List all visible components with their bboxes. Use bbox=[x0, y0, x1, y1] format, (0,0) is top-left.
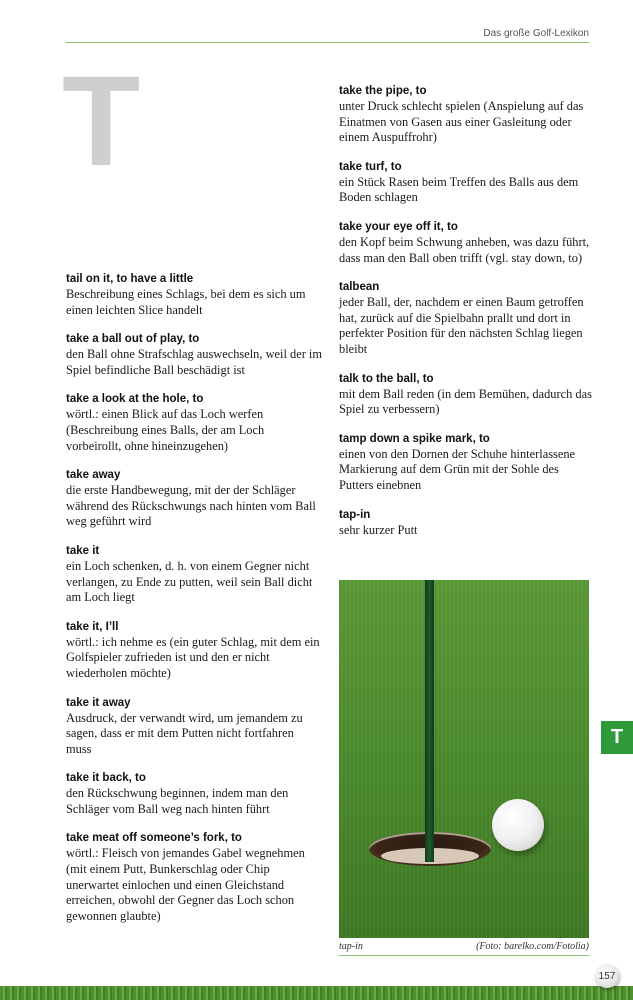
golf-hole-photo bbox=[339, 580, 589, 938]
section-letter: T bbox=[62, 50, 141, 193]
entry-term: take a ball out of play, to bbox=[66, 333, 200, 346]
entry-term: take your eye off it, to bbox=[339, 220, 458, 233]
entry-term: take it back, to bbox=[66, 772, 146, 785]
entry-term: talk to the ball, to bbox=[339, 372, 434, 385]
entry-term: tamp down a spike mark, to bbox=[339, 432, 490, 445]
glossary-entry bbox=[339, 160, 595, 206]
photo-credit: (Foto: barelko.com/Fotolia) bbox=[476, 941, 589, 952]
glossary-entry bbox=[339, 432, 595, 494]
glossary-entry bbox=[66, 468, 322, 530]
entry-definition: wörtl.: Fleisch von jemandes Gabel wegnehmen (mit einem Putt, Bunkerschlag oder Chip unerwartet einlochen und einen Gleichstand erreichen, obwohl der Gegner das Loch schon gewonnen glaubte) bbox=[66, 846, 305, 923]
flagstick bbox=[425, 580, 434, 862]
glossary-entry bbox=[339, 220, 595, 266]
glossary-entry bbox=[66, 831, 322, 924]
entry-definition: den Rückschwung beginnen, indem man den Schläger vom Ball weg nach hinten führt bbox=[66, 786, 289, 816]
entry-term: talbean bbox=[339, 281, 380, 294]
glossary-entry bbox=[339, 508, 595, 539]
golf-ball bbox=[492, 799, 544, 851]
entry-definition: Beschreibung eines Schlags, bei dem es sich um einen leichten Slice handelt bbox=[66, 287, 306, 317]
entry-definition: sehr kurzer Putt bbox=[339, 522, 418, 537]
entry-term: take a look at the hole, to bbox=[66, 393, 204, 406]
entry-term: take it, I’ll bbox=[66, 620, 119, 633]
entry-definition: ein Stück Rasen beim Treffen des Balls aus dem Boden schlagen bbox=[339, 174, 579, 205]
entry-definition: einen von den Dornen der Schuhe hinterlassene Markierung auf dem Grün mit der Sohle des Putters einebnen bbox=[339, 446, 576, 492]
header-divider bbox=[66, 42, 589, 43]
glossary-entry bbox=[66, 544, 322, 606]
entry-term: tail on it, to have a little bbox=[66, 273, 194, 285]
entry-definition: mit dem Ball reden (in dem Bemühen, dadurch das Spiel zu verbessern) bbox=[339, 386, 592, 417]
glossary-entry bbox=[66, 272, 322, 318]
glossary-entry bbox=[66, 771, 322, 817]
glossary-entry bbox=[66, 392, 322, 454]
entry-definition: den Kopf beim Schwung anheben, was dazu führt, dass man den Ball oben trifft (vgl. stay down, to) bbox=[339, 234, 590, 265]
glossary-entry bbox=[339, 280, 595, 357]
section-thumb-tab: T bbox=[601, 721, 633, 754]
grass-footer-strip bbox=[0, 986, 633, 1000]
entry-definition: wörtl.: einen Blick auf das Loch werfen (Beschreibung eines Balls, der am Loch vorbeirollt, ohne hineinzugehen) bbox=[66, 407, 265, 453]
glossary-entry bbox=[339, 84, 595, 146]
glossary-entry bbox=[339, 372, 595, 418]
entry-definition: wörtl.: ich nehme es (ein guter Schlag, mit dem ein Golfspieler zufrieden ist und den er nicht wiederholen möchte) bbox=[66, 634, 320, 680]
page-number-ball: 157 bbox=[595, 964, 619, 988]
glossary-entry bbox=[66, 620, 322, 682]
entry-definition: die erste Handbewegung, mit der der Schläger während des Rückschwungs nach hinten vom Ball weg geführt wird bbox=[66, 483, 316, 529]
entry-term: tap-in bbox=[339, 508, 371, 521]
entry-definition: unter Druck schlecht spielen (Anspielung auf das Einatmen von Gasen aus einer Gasleitung oder einem Auspuffrohr) bbox=[339, 99, 584, 145]
running-header-title: Das große Golf-Lexikon bbox=[483, 28, 589, 39]
entry-term: take it away bbox=[66, 696, 131, 709]
entry-term: take meat off someone’s fork, to bbox=[66, 832, 242, 845]
glossary-entry bbox=[66, 696, 322, 758]
entry-term: take away bbox=[66, 469, 121, 482]
entry-definition: ein Loch schenken, d. h. von einem Gegner nicht verlangen, zu Ende zu putten, weil sein Ball dicht am Loch liegt bbox=[66, 558, 313, 605]
entry-definition: den Ball ohne Strafschlag auswechseln, weil der im Spiel befindliche Ball beschädigt ist bbox=[66, 347, 322, 377]
entry-definition: jeder Ball, der, nachdem er einen Baum getroffen hat, zurück auf die Spielbahn prallt und dort in perfekter Position für den nächsten Schlag liegen bleibt bbox=[339, 295, 584, 356]
right-column bbox=[339, 84, 595, 552]
entry-term: take turf, to bbox=[339, 160, 402, 173]
entry-definition: Ausdruck, der verwandt wird, um jemandem zu sagen, dass er mit dem Putten nicht fortfahren muss bbox=[66, 710, 303, 756]
entry-term: take the pipe, to bbox=[339, 85, 427, 97]
left-column bbox=[66, 272, 322, 938]
photo-caption: tap-in bbox=[339, 941, 363, 952]
caption-divider bbox=[339, 955, 589, 956]
entry-term: take it bbox=[66, 544, 100, 557]
glossary-entry bbox=[66, 332, 322, 378]
